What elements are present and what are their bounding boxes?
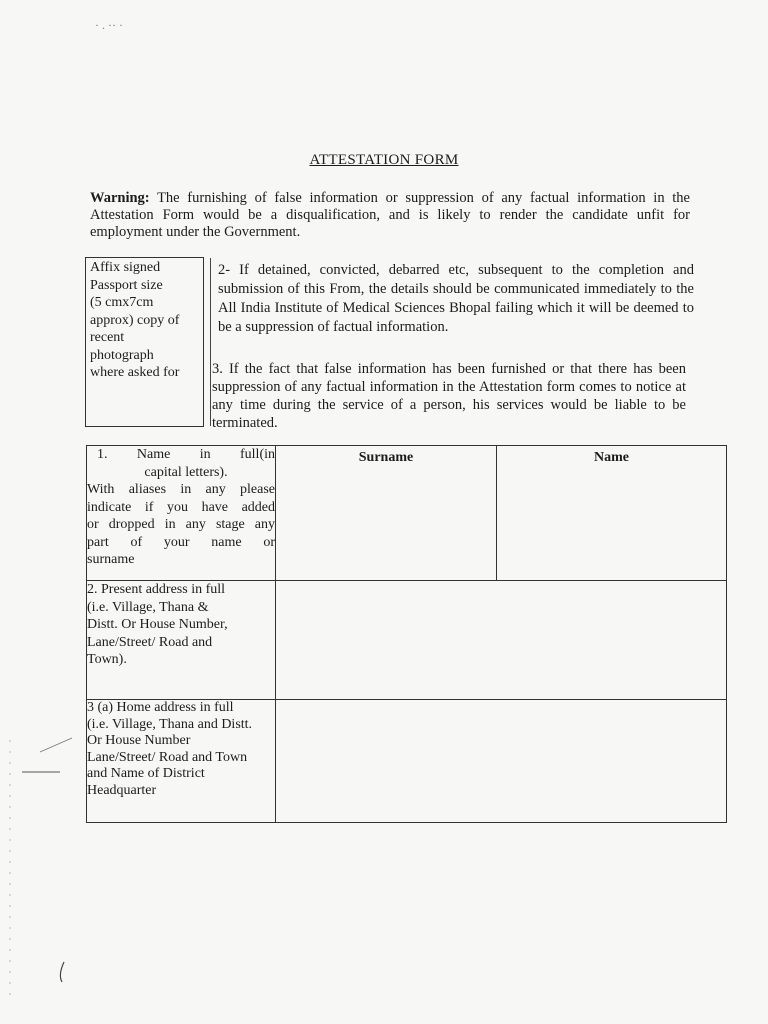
present-address-label-cell	[87, 581, 276, 700]
surname-header: Surname	[358, 450, 414, 465]
present-address-line: Town).	[87, 652, 127, 667]
name-label-line: or dropped in any stage any	[87, 517, 275, 532]
margin-pen-marks	[0, 700, 90, 1020]
clause-3: 3. If the fact that false information has been furnished or that there has been suppression of any factual information in the Attestation form comes to notice at any time during the service of a person, his services would be liable to be terminated.	[212, 361, 686, 431]
warning-text: The furnishing of false information or suppression of any factual information in the Attestation Form would be a disqualification, and is likely to render the candidate unfit for employment under the Government.	[90, 190, 690, 240]
name-label-line: With aliases in any please	[87, 482, 275, 497]
present-address-line: 2. Present address in full	[87, 582, 226, 597]
photo-line: Affix signed	[90, 260, 161, 275]
name-label-cell	[87, 446, 276, 581]
surname-field[interactable]	[276, 446, 497, 581]
photo-line: recent	[90, 330, 125, 345]
present-address-line: Distt. Or House Number,	[87, 617, 228, 632]
home-address-line: (i.e. Village, Thana and Distt.	[87, 716, 253, 732]
home-address-line: 3 (a) Home address in full	[87, 700, 234, 715]
name-label-line: indicate if you have added	[87, 499, 275, 515]
details-table	[86, 445, 727, 823]
warning-paragraph	[90, 190, 690, 241]
photo-line: Passport size	[90, 277, 163, 293]
name-label-line: part of your name or	[87, 534, 275, 550]
present-address-line: (i.e. Village, Thana &	[87, 599, 209, 615]
photo-line: (5 cmx7cm	[90, 295, 154, 310]
photo-line: photograph	[90, 347, 154, 363]
name-label-line: surname	[87, 552, 135, 567]
page-title: ATTESTATION FORM	[309, 152, 459, 168]
present-address-line: Lane/Street/ Road and	[87, 634, 213, 650]
name-label-line: capital letters).	[144, 464, 228, 480]
home-address-line: Lane/Street/ Road and Town	[87, 749, 248, 765]
clause-2: 2- If detained, convicted, debarred etc, subsequent to the completion and submission of this From, the details should be communicated immediately to the All India Institute of Medical Sciences Bhopal failing which it will be deemed to be a suppression of factual information.	[218, 262, 694, 335]
name-field[interactable]	[497, 446, 727, 581]
photo-line: approx) copy of	[90, 312, 180, 328]
home-address-line: Or House Number	[87, 733, 191, 748]
table-row	[87, 700, 727, 823]
home-address-field[interactable]	[276, 700, 727, 823]
photo-instructions	[90, 259, 202, 382]
home-address-line: and Name of District	[87, 766, 205, 781]
name-header: Name	[594, 450, 629, 465]
warning-label: Warning:	[90, 190, 150, 206]
home-address-label-cell	[87, 700, 276, 823]
table-row	[87, 581, 727, 700]
home-address-line: Headquarter	[87, 782, 157, 798]
scan-specks: · . ·· ·	[95, 18, 123, 32]
name-label-line: 1. Name in full(in	[97, 447, 275, 462]
present-address-field[interactable]	[276, 581, 727, 700]
table-row	[87, 446, 727, 581]
photo-line: where asked for	[90, 365, 180, 380]
